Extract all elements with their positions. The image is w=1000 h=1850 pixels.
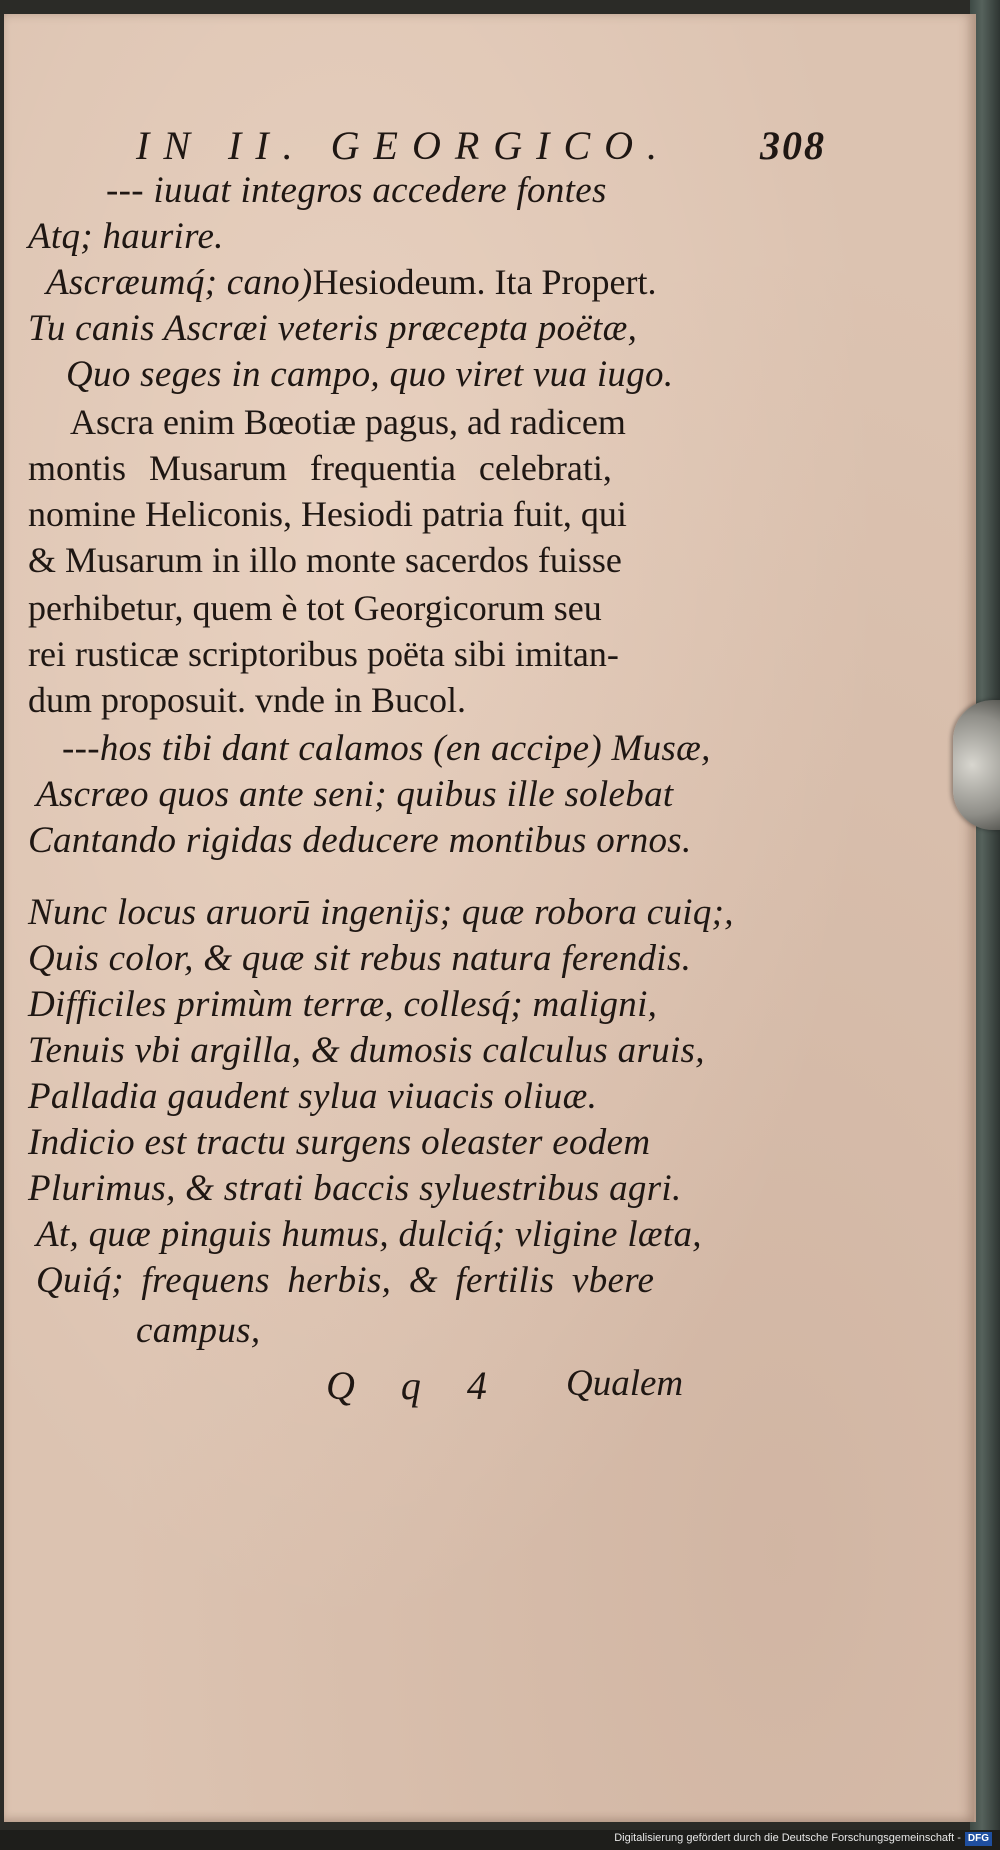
dfg-logo-icon: DFG [965, 1832, 992, 1846]
text-line: Quiq́; frequens herbis, & fertilis vbere [36, 1260, 655, 1301]
text-line: Atq; haurire. [28, 216, 224, 257]
text-line: Tu canis Ascræi veteris præcepta poëtæ, [28, 308, 638, 349]
text-line: campus, [136, 1310, 261, 1351]
text-line: Indicio est tractu surgens oleaster eodem [28, 1122, 651, 1163]
text-line: perhibetur, quem è tot Georgicorum seu [28, 588, 602, 628]
book-clasp [953, 700, 1000, 830]
text-line: Cantando rigidas deducere montibus ornos. [28, 820, 692, 861]
text-line: rei rusticæ scriptoribus poëta sibi imitan- [28, 634, 619, 674]
text-line: Ascra enim Bœotiæ pagus, ad radicem [70, 402, 626, 442]
text-line: Ascræo quos ante seni; quibus ille solebat [36, 774, 674, 815]
signature-mark: Q q 4 [326, 1363, 505, 1408]
credit-bar [0, 1830, 1000, 1850]
text-line: montis Musarum frequentia celebrati, [28, 448, 612, 488]
running-head [136, 122, 826, 169]
text-line: Tenuis vbi argilla, & dumosis calculus aruis, [28, 1030, 705, 1071]
text-line: & Musarum in illo monte sacerdos fuisse [28, 540, 622, 580]
text-roman-segment: Hesiodeum. Ita Propert. [312, 262, 657, 302]
text-line: Plurimus, & strati baccis syluestribus agri. [28, 1168, 682, 1209]
text-line: Palladia gaudent sylua viuacis oliuæ. [28, 1076, 598, 1117]
catchword: Qualem [566, 1363, 684, 1404]
text-italic-segment: Ascræumq́; cano) [46, 262, 313, 303]
funding-credit-text: Digitalisierung gefördert durch die Deutsche Forschungsgemeinschaft - [614, 1832, 961, 1844]
text-line: Difficiles primùm terræ, collesq́; maligni, [28, 984, 658, 1025]
text-line: nomine Heliconis, Hesiodi patria fuit, qui [28, 494, 627, 534]
text-line [46, 264, 656, 301]
text-line: Quis color, & quæ sit rebus natura ferendis. [28, 938, 692, 979]
running-head-title: IN II. GEORGICO. [136, 123, 672, 168]
text-line: --- iuuat integros accedere fontes [106, 170, 607, 211]
text-line: ---hos tibi dant calamos (en accipe) Musæ, [62, 728, 711, 769]
book-page [4, 14, 976, 1822]
funding-credit [614, 1832, 992, 1846]
text-line: At, quæ pinguis humus, dulciq́; vligine læta, [36, 1214, 702, 1255]
text-line: Quo seges in campo, quo viret vua iugo. [66, 354, 674, 395]
text-line: dum proposuit. vnde in Bucol. [28, 680, 466, 720]
page-number: 308 [760, 123, 826, 168]
text-line: Nunc locus aruorū ingenijs; quæ robora cuiq;, [28, 892, 734, 933]
